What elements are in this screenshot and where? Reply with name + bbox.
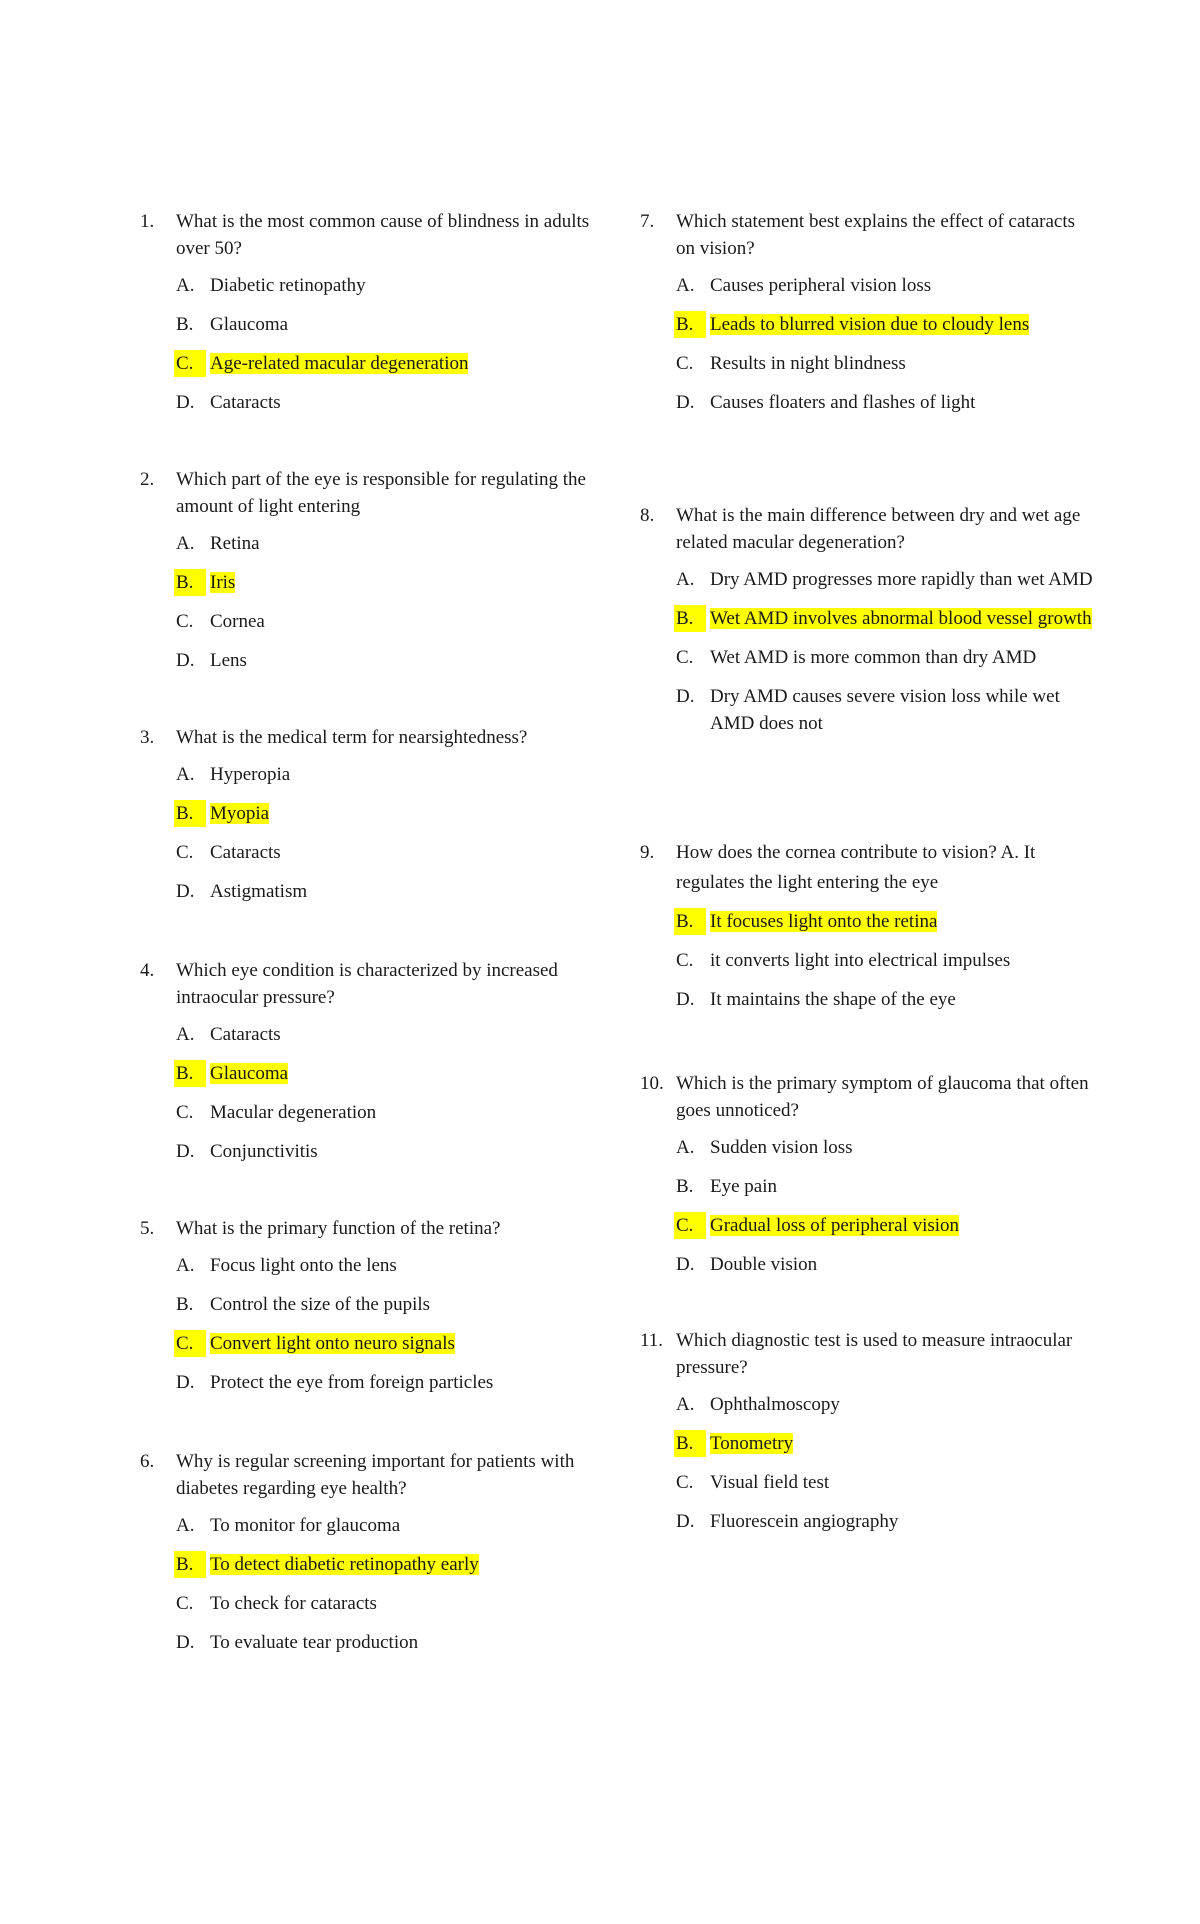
answer-option	[176, 1138, 595, 1165]
option-letter: C.	[676, 950, 694, 971]
answer-option	[676, 350, 1095, 377]
answer-option	[176, 647, 595, 674]
answer-option	[676, 644, 1095, 671]
answer-option	[176, 761, 595, 788]
question-text: What is the most common cause of blindness in adults over 50?	[176, 211, 590, 259]
option-text: it converts light into electrical impulses	[710, 950, 1011, 971]
option-letter: B.	[674, 1430, 706, 1457]
option-letter: A.	[176, 1255, 195, 1276]
answer-option	[676, 986, 1095, 1013]
option-letter: D.	[176, 881, 195, 902]
option-text: Convert light onto neuro signals	[210, 1333, 455, 1354]
option-text: Iris	[210, 572, 236, 593]
question-8	[640, 502, 1095, 749]
question-text: Which diagnostic test is used to measure intraocular pressure?	[676, 1330, 1073, 1378]
option-text: Wet AMD is more common than dry AMD	[710, 647, 1037, 668]
option-text: To detect diabetic retinopathy early	[210, 1554, 479, 1575]
question-5	[140, 1215, 595, 1408]
option-letter: C.	[174, 1330, 206, 1357]
question-number: 6.	[140, 1451, 155, 1472]
option-letter: C.	[676, 1472, 694, 1493]
answer-option	[676, 1251, 1095, 1278]
option-text: Protect the eye from foreign particles	[210, 1372, 494, 1393]
option-letter: A.	[676, 1137, 695, 1158]
option-text: To evaluate tear production	[210, 1632, 419, 1653]
answer-option	[176, 311, 595, 338]
question-number: 9.	[640, 842, 655, 863]
question-number: 3.	[140, 727, 155, 748]
option-letter: B.	[174, 1551, 206, 1578]
question-number: 5.	[140, 1218, 155, 1239]
answer-option	[176, 1512, 595, 1539]
option-text: Cornea	[210, 611, 265, 632]
answer-option-highlighted	[176, 1060, 595, 1087]
option-letter: C.	[676, 647, 694, 668]
option-text: Gradual loss of peripheral vision	[710, 1215, 960, 1236]
question-stem	[140, 1215, 595, 1242]
option-text: Age-related macular degeneration	[210, 353, 469, 374]
option-letter: D.	[176, 1372, 195, 1393]
option-letter: D.	[676, 1254, 695, 1275]
question-number: 11.	[640, 1330, 664, 1351]
option-text: Ophthalmoscopy	[710, 1394, 840, 1415]
option-letter: C.	[176, 1593, 194, 1614]
option-text: Wet AMD involves abnormal blood vessel growth	[710, 608, 1092, 629]
option-letter: C.	[174, 350, 206, 377]
option-text: Diabetic retinopathy	[210, 275, 366, 296]
option-letter: B.	[676, 1176, 694, 1197]
answer-option	[176, 272, 595, 299]
question-text: Which statement best explains the effect of cataracts on vision?	[676, 211, 1075, 259]
answer-option	[676, 1391, 1095, 1418]
option-letter: C.	[176, 1102, 194, 1123]
option-text: Control the size of the pupils	[210, 1294, 431, 1315]
answer-option	[176, 608, 595, 635]
option-text: To monitor for glaucoma	[210, 1515, 401, 1536]
answer-option-highlighted	[676, 311, 1095, 338]
option-letter: B.	[674, 311, 706, 338]
question-9	[640, 838, 1095, 1025]
answer-option	[176, 1252, 595, 1279]
option-letter: C.	[676, 353, 694, 374]
question-number: 8.	[640, 505, 655, 526]
option-letter: D.	[176, 392, 195, 413]
answer-option-highlighted	[676, 605, 1095, 632]
option-letter: B.	[176, 314, 194, 335]
answer-option-highlighted	[176, 1330, 595, 1357]
answer-option-highlighted	[676, 908, 1095, 935]
question-stem	[140, 1448, 595, 1502]
question-stem	[640, 502, 1095, 556]
option-text: Leads to blurred vision due to cloudy lens	[710, 314, 1030, 335]
option-letter: A.	[676, 569, 695, 590]
answer-option-highlighted	[176, 569, 595, 596]
option-text: Glaucoma	[210, 1063, 289, 1084]
question-1	[140, 208, 595, 428]
answer-option	[176, 878, 595, 905]
answer-option	[676, 947, 1095, 974]
question-stem	[140, 724, 595, 751]
option-text: Cataracts	[210, 392, 281, 413]
option-letter: D.	[176, 1141, 195, 1162]
answer-option-highlighted	[676, 1430, 1095, 1457]
question-stem	[640, 208, 1095, 262]
option-letter: A.	[176, 275, 195, 296]
option-letter: D.	[676, 392, 695, 413]
answer-option	[176, 530, 595, 557]
option-text: Double vision	[710, 1254, 818, 1275]
question-text: Which eye condition is characterized by increased intraocular pressure?	[176, 960, 558, 1008]
option-letter: B.	[674, 605, 706, 632]
option-letter: B.	[174, 1060, 206, 1087]
option-text: Dry AMD causes severe vision loss while wet AMD does not	[710, 686, 1060, 734]
option-letter: B.	[174, 800, 206, 827]
question-11	[640, 1327, 1095, 1547]
answer-option	[676, 272, 1095, 299]
question-text: How does the cornea contribute to vision? A. It regulates the light entering the eye	[676, 842, 1036, 893]
option-text: Results in night blindness	[710, 353, 906, 374]
question-stem	[640, 1070, 1095, 1124]
question-text: Which is the primary symptom of glaucoma that often goes unnoticed?	[676, 1073, 1089, 1121]
answer-option-highlighted	[176, 800, 595, 827]
option-text: To check for cataracts	[210, 1593, 377, 1614]
option-text: Myopia	[210, 803, 270, 824]
answer-option	[676, 1173, 1095, 1200]
answer-option	[676, 566, 1095, 593]
question-number: 10.	[640, 1073, 664, 1094]
question-number: 4.	[140, 960, 155, 981]
option-text: Cataracts	[210, 1024, 281, 1045]
option-text: Dry AMD progresses more rapidly than wet AMD	[710, 569, 1093, 590]
option-text: Retina	[210, 533, 260, 554]
option-letter: D.	[676, 989, 695, 1010]
option-text: Visual field test	[710, 1472, 830, 1493]
answer-option-highlighted	[676, 1212, 1095, 1239]
option-text: Hyperopia	[210, 764, 291, 785]
option-text: Macular degeneration	[210, 1102, 377, 1123]
answer-option	[176, 839, 595, 866]
question-stem	[640, 1327, 1095, 1381]
answer-option	[176, 389, 595, 416]
option-text: Glaucoma	[210, 314, 289, 335]
option-text: Conjunctivitis	[210, 1141, 318, 1162]
question-stem	[140, 466, 595, 520]
option-text: Eye pain	[710, 1176, 778, 1197]
question-stem	[640, 838, 1095, 898]
question-number: 2.	[140, 469, 155, 490]
option-text: Lens	[210, 650, 247, 671]
option-text: Causes floaters and flashes of light	[710, 392, 976, 413]
option-letter: B.	[674, 908, 706, 935]
question-text: Which part of the eye is responsible for regulating the amount of light entering	[176, 469, 586, 517]
answer-option	[676, 1469, 1095, 1496]
question-3	[140, 724, 595, 917]
option-letter: A.	[676, 275, 695, 296]
answer-option	[176, 1021, 595, 1048]
answer-option-highlighted	[176, 350, 595, 377]
option-text: Focus light onto the lens	[210, 1255, 397, 1276]
option-text: Astigmatism	[210, 881, 308, 902]
question-number: 1.	[140, 211, 155, 232]
answer-option	[176, 1291, 595, 1318]
option-text: It focuses light onto the retina	[710, 911, 938, 932]
answer-option	[676, 1134, 1095, 1161]
answer-option	[676, 389, 1095, 416]
question-stem	[140, 208, 595, 262]
question-stem	[140, 957, 595, 1011]
question-2	[140, 466, 595, 686]
question-10	[640, 1070, 1095, 1290]
question-6	[140, 1448, 595, 1668]
question-text: What is the primary function of the retina?	[176, 1218, 501, 1239]
question-text: What is the main difference between dry and wet age related macular degeneration?	[676, 505, 1081, 553]
option-letter: D.	[676, 1511, 695, 1532]
option-text: Fluorescein angiography	[710, 1511, 899, 1532]
option-letter: A.	[176, 1024, 195, 1045]
option-letter: A.	[176, 764, 195, 785]
answer-option	[676, 683, 1095, 737]
option-letter: A.	[176, 533, 195, 554]
question-4	[140, 957, 595, 1177]
option-letter: D.	[676, 686, 695, 707]
question-text: Why is regular screening important for patients with diabetes regarding eye health?	[176, 1451, 575, 1499]
answer-option	[176, 1099, 595, 1126]
answer-option	[176, 1369, 595, 1396]
option-letter: C.	[176, 842, 194, 863]
answer-option	[176, 1629, 595, 1656]
option-text: Tonometry	[710, 1433, 794, 1454]
option-letter: D.	[176, 1632, 195, 1653]
option-letter: C.	[674, 1212, 706, 1239]
option-text: Causes peripheral vision loss	[710, 275, 932, 296]
answer-option	[176, 1590, 595, 1617]
question-number: 7.	[640, 211, 655, 232]
option-letter: A.	[676, 1394, 695, 1415]
option-text: Sudden vision loss	[710, 1137, 853, 1158]
option-text: Cataracts	[210, 842, 281, 863]
answer-option-highlighted	[176, 1551, 595, 1578]
question-7	[640, 208, 1095, 428]
option-letter: C.	[176, 611, 194, 632]
option-letter: B.	[176, 1294, 194, 1315]
option-letter: B.	[174, 569, 206, 596]
option-text: It maintains the shape of the eye	[710, 989, 956, 1010]
answer-option	[676, 1508, 1095, 1535]
option-letter: A.	[176, 1515, 195, 1536]
question-text: What is the medical term for nearsightedness?	[176, 727, 528, 748]
option-letter: D.	[176, 650, 195, 671]
